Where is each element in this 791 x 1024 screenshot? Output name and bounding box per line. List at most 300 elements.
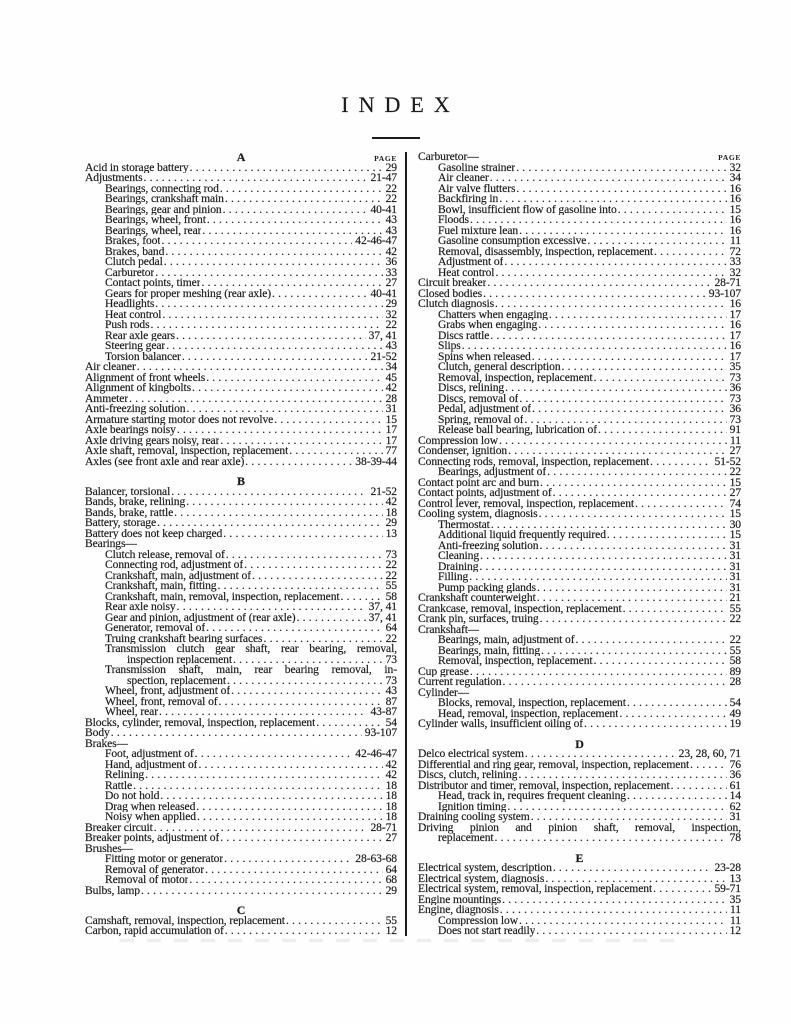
dot-leader — [164, 257, 383, 268]
index-entry — [85, 497, 397, 508]
section-letter: E — [575, 850, 584, 865]
index-entry — [418, 244, 741, 258]
index-entry — [418, 496, 741, 510]
index-entry — [85, 739, 397, 750]
entry-label: Discs, relining — [438, 383, 505, 394]
entry-page-number: 16 — [729, 223, 741, 237]
entry-label: Discs, clutch, relining — [418, 770, 518, 781]
entry-label: Circuit breaker — [418, 278, 487, 289]
index-entry — [418, 475, 741, 489]
entry-label: Removal of generator — [105, 864, 205, 875]
entry-label: Chatters when engaging — [438, 309, 548, 320]
page-column-label: PAGE — [718, 153, 741, 162]
entry-page-number: 29 — [385, 883, 397, 897]
entry-page-number: 37, 41 — [368, 600, 397, 613]
entry-label: Bearings, gear and pinion — [105, 204, 222, 215]
entry-page-number: 33 — [729, 255, 741, 268]
dot-leader — [177, 425, 383, 436]
entry-page-number: 93-107 — [708, 286, 741, 300]
entry-label: Head, track in, requires frequent cleaning — [438, 791, 626, 802]
index-column-left — [85, 152, 397, 937]
dot-leader — [598, 425, 727, 436]
index-entry — [418, 656, 741, 667]
entry-label: Blocks, removal, inspection, replacement — [438, 698, 626, 709]
index-entry — [418, 265, 741, 279]
entry-page-number: 27 — [385, 831, 397, 844]
dot-leader — [536, 926, 726, 937]
entry-page-number: 18 — [385, 799, 397, 813]
entry-page-number: 23-28 — [714, 861, 741, 874]
dot-leader — [223, 529, 382, 540]
entry-page-number: 36 — [729, 768, 741, 781]
index-entry — [85, 404, 397, 415]
entry-page-number: 22 — [385, 558, 397, 571]
entry-label: Battery, storage — [85, 518, 157, 529]
index-entry — [418, 664, 741, 678]
index-entry — [85, 778, 397, 792]
entry-label: Cylinder walls, insufficient oiling of — [418, 719, 584, 730]
entry-page-number: 93-107 — [364, 726, 397, 739]
entry-page-number: 21-52 — [370, 484, 397, 498]
entry-page-number: 74 — [729, 496, 741, 510]
index-entry — [418, 706, 741, 720]
entry-page-number: 22 — [385, 631, 397, 645]
entry-page-number: 22 — [385, 181, 397, 195]
index-entry — [418, 467, 741, 478]
index-entry — [85, 278, 397, 289]
entry-page-number: 51-52 — [714, 454, 741, 468]
dot-leader — [584, 719, 727, 730]
entry-page-number: 42 — [385, 757, 397, 771]
index-entry — [85, 812, 397, 823]
dot-leader — [490, 173, 727, 184]
entry-page-number: 19 — [729, 717, 741, 730]
index-entry — [418, 884, 741, 895]
entry-page-number: 12 — [729, 924, 741, 937]
dot-leader — [623, 604, 727, 615]
index-entry — [85, 926, 397, 937]
index-entry — [418, 643, 741, 657]
index-entry — [85, 446, 397, 457]
entry-label: Generator, removal of — [105, 623, 206, 634]
index-entry — [418, 749, 741, 760]
dot-leader — [553, 488, 727, 499]
dot-leader — [470, 667, 727, 678]
index-entry — [418, 488, 741, 499]
entry-label: Armature starting motor does not revolve — [85, 414, 274, 425]
entry-page-number: 37, 41 — [368, 610, 397, 624]
entry-label: Pedal, adjustment of — [438, 404, 531, 415]
entry-label: Removal, inspection, replacement — [438, 372, 593, 383]
dot-leader — [220, 184, 383, 195]
entry-page-number: 22 — [385, 318, 397, 331]
entry-label: Thermostat — [438, 519, 490, 530]
entry-label: Cup grease — [418, 666, 469, 677]
entry-label: Acid in storage battery — [85, 162, 189, 173]
entry-label: Pump packing glands — [438, 582, 536, 593]
entry-label: Gears for proper meshing (rear axle) — [105, 288, 272, 299]
dot-leader — [532, 352, 727, 363]
entry-page-number: 55 — [385, 579, 397, 592]
index-entry — [85, 623, 397, 634]
entry-label: Engine mountings — [418, 894, 502, 905]
dot-leader — [272, 289, 367, 300]
index-entry — [418, 194, 741, 205]
dot-leader — [594, 373, 727, 384]
entry-page-number: 31 — [729, 580, 741, 594]
entry-label: Spins when released — [438, 351, 531, 362]
entry-label: Control lever, removal, inspection, replacement — [418, 498, 635, 509]
entry-page-number: 16 — [729, 181, 741, 195]
page-title: INDEX — [341, 92, 460, 117]
dot-leader — [540, 478, 727, 489]
dot-leader — [218, 581, 383, 592]
index-entry — [85, 362, 397, 373]
entry-label: Spring, removal of — [438, 414, 524, 425]
dot-leader — [537, 593, 727, 604]
entry-label: Bearings, crankshaft main — [105, 194, 224, 205]
entry-page-number: 64 — [385, 862, 397, 876]
index-entry — [418, 412, 741, 426]
entry-label: Draining — [438, 561, 479, 572]
entry-label: Brushes— — [85, 843, 134, 854]
index-entry — [418, 181, 741, 195]
entry-label: Bearings, adjustment of — [438, 467, 547, 478]
entry-page-number: 73 — [385, 673, 397, 687]
index-entry — [85, 320, 397, 331]
index-entry — [418, 572, 741, 583]
entry-label: Bearings, main, fitting — [438, 645, 541, 656]
entry-page-number: 73 — [385, 652, 397, 666]
entry-label: Contact points, timer — [105, 278, 201, 289]
dot-leader — [297, 613, 366, 624]
entry-page-number: 32 — [385, 307, 397, 321]
index-entry — [418, 892, 741, 906]
entry-label: Bowl, insufficient flow of gasoline into — [438, 204, 617, 215]
entry-page-number: 16 — [729, 339, 741, 352]
entry-label: Rear axle noisy — [105, 602, 176, 613]
dot-leader — [192, 383, 383, 394]
entry-page-number: 13 — [729, 871, 741, 885]
dot-leader — [500, 905, 727, 916]
entry-page-number: 23, 28, 60, 71 — [678, 747, 741, 760]
entry-label: Wheel, front, adjustment of — [105, 686, 231, 697]
dot-leader — [206, 373, 382, 384]
entry-page-number: 31 — [385, 402, 397, 415]
entry-label: Closed bodies — [418, 288, 483, 299]
index-entry: Driving pinion and pinion shaft, removal, inspection, — [418, 820, 741, 834]
entry-label: Bearings, main, adjustment of — [438, 635, 575, 646]
entry-label: Foot, adjustment of — [105, 749, 194, 760]
dot-leader — [145, 770, 382, 781]
entry-label: Backfiring in — [438, 194, 499, 205]
entry-page-number: 27 — [729, 486, 741, 499]
entry-page-number: 11 — [730, 903, 741, 916]
dot-leader — [524, 415, 726, 426]
entry-page-number: 42-46-47 — [355, 234, 397, 247]
index-entry — [85, 833, 397, 844]
dot-leader — [190, 163, 383, 174]
index-entry — [85, 791, 397, 802]
dot-leader — [516, 184, 726, 195]
entry-label: Bearings, wheel, rear — [105, 225, 202, 236]
index-entry — [85, 589, 397, 603]
entry-page-number: 28-71 — [714, 276, 741, 289]
entry-label: Wheel, front, removal of — [105, 696, 218, 707]
dot-leader — [508, 446, 727, 457]
entry-page-number: 61 — [729, 778, 741, 792]
dot-leader — [220, 436, 382, 447]
dot-leader — [653, 884, 711, 895]
dot-leader — [537, 583, 727, 594]
index-entry — [418, 905, 741, 916]
entry-page-number: 35 — [729, 892, 741, 906]
entry-page-number: 42 — [385, 768, 397, 781]
dot-leader — [549, 310, 727, 321]
entry-label: spection, replacement — [127, 675, 226, 686]
entry-page-number: 16 — [729, 297, 741, 310]
index-entry — [85, 862, 397, 876]
dot-leader — [189, 875, 382, 886]
entry-page-number: 36 — [385, 255, 397, 268]
index-entry — [85, 349, 397, 363]
entry-page-number: 34 — [385, 360, 397, 373]
entry-label: Noisy when applied — [105, 812, 196, 823]
index-entry: Transmission clutch gear shaft, rear bearing, removal, — [105, 642, 397, 655]
entry-label: Clutch pedal — [105, 257, 163, 268]
entry-label: Removal, disassembly, inspection, replacement — [438, 246, 653, 257]
entry-label: Electrical system, removal, inspection, replacement — [418, 884, 653, 895]
entry-label: Brakes, foot — [105, 236, 161, 247]
entry-page-number: 17 — [729, 349, 741, 363]
dot-leader — [171, 487, 367, 498]
entry-label: Air cleaner — [438, 173, 489, 184]
entry-label: Electrical system, diagnosis — [418, 873, 545, 884]
index-entry — [85, 707, 397, 718]
dot-leader — [627, 698, 727, 709]
index-entry — [85, 383, 397, 394]
entry-label: Contact point arc and burn — [418, 477, 540, 488]
index-entry — [418, 454, 741, 468]
index-entry — [85, 236, 397, 247]
entry-label: Truing crankshaft bearing surfaces — [105, 633, 263, 644]
entry-page-number: 55 — [729, 601, 741, 615]
index-entry — [85, 194, 397, 205]
index-entry — [85, 749, 397, 760]
dot-leader — [244, 560, 382, 571]
entry-page-number: 15 — [729, 475, 741, 489]
entry-label: Crankshaft counterweight — [418, 593, 536, 604]
dot-leader — [518, 770, 726, 781]
entry-label: Removal, inspection, replacement — [438, 656, 593, 667]
index-entry — [418, 286, 741, 300]
entry-page-number: 28 — [729, 675, 741, 688]
index-entry — [85, 425, 397, 436]
dot-leader — [462, 341, 727, 352]
dot-leader — [187, 404, 383, 415]
dot-leader — [137, 362, 383, 373]
entry-page-number: 87 — [385, 694, 397, 708]
index-entry — [418, 223, 741, 237]
entry-label: Contact points, adjustment of — [418, 488, 552, 499]
index-entry — [85, 560, 397, 571]
section-header-a — [85, 152, 397, 163]
entry-label: Adjustments — [85, 173, 143, 184]
entry-page-number: 31 — [729, 549, 741, 562]
entry-label: Carburetor — [105, 267, 155, 278]
index-entry — [418, 307, 741, 321]
index-entry — [418, 926, 741, 937]
entry-page-number: 11 — [730, 913, 741, 927]
entry-label: Ignition timing — [438, 801, 507, 812]
index-entry — [418, 362, 741, 373]
index-entry — [418, 433, 741, 447]
entry-label: Breaker points, adjustment of — [85, 833, 220, 844]
entry-page-number: 55 — [385, 913, 397, 927]
entry-label: Bands, brake, relining — [85, 497, 186, 508]
index-entry — [85, 913, 397, 927]
dot-leader — [196, 802, 382, 813]
entry-label: Discs, removal of — [438, 393, 519, 404]
entry-label: inspection replacement — [127, 654, 232, 665]
dot-leader — [607, 530, 727, 541]
index-entry — [85, 299, 397, 310]
entry-label: Clutch, general description — [438, 362, 561, 373]
dot-leader — [495, 299, 727, 310]
dot-leader — [166, 341, 382, 352]
dot-leader — [174, 508, 382, 519]
dot-leader — [690, 760, 726, 771]
dot-leader — [487, 278, 711, 289]
index-column-right — [418, 152, 741, 937]
dot-leader — [654, 247, 727, 258]
index-entry — [85, 341, 397, 352]
dot-leader — [499, 436, 727, 447]
index-entry — [418, 530, 741, 541]
index-entry — [85, 728, 397, 739]
entry-page-number: 16 — [729, 192, 741, 205]
entry-label: Breaker circuit — [85, 822, 153, 833]
index-entry — [418, 152, 741, 163]
entry-page-number: 16 — [729, 213, 741, 226]
entry-label: Brakes, band — [105, 246, 165, 257]
entry-label: Anti-freezing solution — [438, 540, 539, 551]
entry-label: Air cleaner — [85, 362, 136, 373]
entry-label: Fuel mixture lean — [438, 225, 519, 236]
index-entry — [85, 526, 397, 540]
entry-page-number: 18 — [385, 505, 397, 519]
dot-leader — [157, 518, 383, 529]
entry-label: Cleaning — [438, 551, 480, 562]
entry-page-number: 43 — [385, 223, 397, 237]
index-entry — [418, 341, 741, 352]
dot-leader — [205, 865, 383, 876]
entry-label: Steering gear — [105, 341, 166, 352]
dot-leader — [503, 677, 727, 688]
dot-leader — [225, 926, 383, 937]
index-entry — [85, 547, 397, 561]
dot-leader — [245, 457, 352, 468]
index-entry — [85, 370, 397, 384]
entry-label: Heat control — [438, 267, 495, 278]
dot-leader — [495, 268, 726, 279]
entry-label: Crank pin, surfaces, truing — [418, 614, 539, 625]
entry-label: Wheel, rear — [105, 707, 158, 718]
dot-leader — [594, 656, 727, 667]
entry-page-number: 42 — [385, 495, 397, 508]
entry-page-number: 22 — [385, 192, 397, 205]
entry-label: Crankcase, removal, inspection, replacement — [418, 603, 622, 614]
entry-label: Relining — [105, 770, 145, 781]
entry-label: Connecting rods, removal, inspection, replacement — [418, 456, 650, 467]
dot-leader — [553, 863, 712, 874]
entry-label: Hand, adjustment of — [105, 759, 198, 770]
entry-page-number: 37, 41 — [368, 328, 397, 342]
entry-page-number: 42 — [385, 381, 397, 394]
dot-leader — [224, 854, 352, 865]
index-entry — [85, 602, 397, 613]
entry-page-number: 49 — [729, 706, 741, 720]
entry-page-number: 40-41 — [370, 286, 397, 300]
dot-leader — [650, 457, 711, 468]
index-entry — [85, 883, 397, 897]
section-letter: B — [237, 474, 245, 488]
entry-label: Clutch diagnosis — [418, 299, 495, 310]
index-entry — [85, 433, 397, 447]
entry-page-number: 15 — [385, 412, 397, 426]
dot-leader — [538, 320, 726, 331]
entry-label: Crankshaft— — [418, 624, 480, 635]
entry-page-number: 77 — [385, 444, 397, 457]
index-entry — [418, 757, 741, 771]
entry-label: Connecting rod, adjustment of — [105, 560, 244, 571]
index-entry — [85, 854, 397, 865]
dot-leader — [504, 257, 726, 268]
entry-label: Alignment of kingbolts — [85, 383, 192, 394]
dot-leader — [141, 886, 383, 897]
section-header-d — [418, 736, 741, 751]
dot-leader — [286, 916, 383, 927]
entry-page-number: 31 — [729, 559, 741, 573]
entry-label: Head, removal, inspection, replacement — [438, 708, 619, 719]
index-entry — [418, 778, 741, 792]
entry-page-number: 45 — [385, 370, 397, 384]
entry-page-number: 62 — [729, 799, 741, 813]
entry-page-number: 21 — [729, 591, 741, 604]
entry-page-number: 36 — [729, 381, 741, 394]
index-entry — [418, 833, 741, 844]
index-entry — [418, 688, 741, 699]
entry-page-number: 54 — [729, 696, 741, 709]
index-entry — [418, 551, 741, 562]
index-entry — [418, 349, 741, 363]
entry-page-number: 28-71 — [370, 820, 397, 834]
index-entry — [418, 160, 741, 174]
index-entry — [85, 875, 397, 886]
entry-label: Blocks, cylinder, removal, inspection, replacement — [85, 717, 316, 728]
entry-label: Camshaft, removal, inspection, replacement — [85, 915, 285, 926]
entry-label: Condenser, ignition — [418, 446, 508, 457]
entry-page-number: 43-87 — [370, 705, 397, 718]
index-entry — [418, 799, 741, 813]
entry-page-number: 12 — [385, 924, 397, 937]
index-entry — [418, 215, 741, 226]
entry-page-number: 31 — [729, 538, 741, 552]
entry-page-number: 18 — [385, 789, 397, 802]
dot-leader — [186, 497, 382, 508]
entry-label: Ammeter — [85, 393, 129, 404]
dot-leader — [207, 215, 383, 226]
